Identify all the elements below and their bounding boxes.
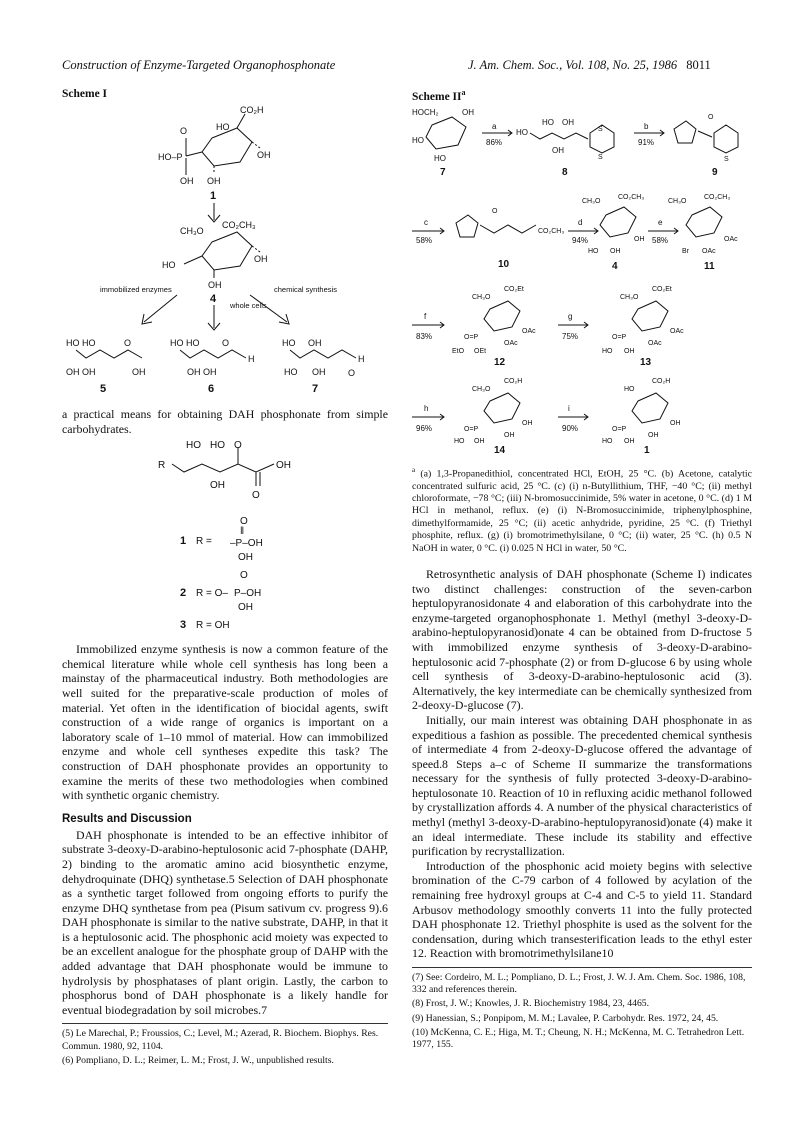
scheme-2-caption: $^a$ (a) 1,3-Propanedithiol, concentrated HCl, EtOH, 25 °C. (b) Acetone, catalytic concentrated sulfuric acid, 25 °C. (c) (i) n-Butyllithium, THF, −40 °C; (ii) methyl chloroformate, −78 °C; (iii) N-bromosuccinimide, 5% water in acetone, 0 °C. (d) 1 M HCl in methanol, reflux. (e) (i) N-Bromosuccinimide, triphenylphosphine, dimethylformamide, 25 °C; (ii) acetic anhydride, pyridine, 25 °C. (f) Triethyl phosphite, reflux. (g) (i) bromotrimethylsilane, 0 °C; (ii) water, 25 °C. (h) 0.5 N NaOH in water, 0 °C. (i) 0.025 N HCl in water, 50 °C. xyxy=(412,465,752,554)
svg-text:1: 1 xyxy=(180,535,187,548)
left-body-paragraph: Immobilized enzyme synthesis is now a common feature of the chemical literature while whole cell synthesis has long been a mainstay of the pharmaceutical industry. Both methodologies are well suited for the preparative-scale production of moles of material. Yet often in the identification of biocidal agents, swift construction of a wide range of organics is important on a laboratory scale of 1–10 mmol of material. How can immobilized enzyme and whole cell syntheses expedite this task? The construction of DAH phosphonate provides an opportunity to examine the merits of these two methodologies when combined with synthetic organic chemistry. xyxy=(62,642,388,803)
svg-text:HO: HO xyxy=(602,347,613,355)
general-structure xyxy=(158,440,291,501)
svg-text:HO: HO xyxy=(602,437,613,445)
svg-text:OH: OH xyxy=(624,347,635,355)
svg-text:2: 2 xyxy=(180,587,187,600)
svg-text:96%: 96% xyxy=(416,423,433,433)
svg-text:O=P: O=P xyxy=(612,425,627,433)
svg-text:‖: ‖ xyxy=(240,526,245,538)
general-structure-figure xyxy=(62,436,388,631)
svg-text:O: O xyxy=(234,440,242,452)
svg-text:OH: OH xyxy=(474,437,485,445)
svg-text:58%: 58% xyxy=(652,235,669,245)
svg-text:i: i xyxy=(568,403,570,413)
arrow-d xyxy=(568,218,598,245)
running-title: Construction of Enzyme-Targeted Organophosphonate xyxy=(62,58,336,72)
svg-text:OH OH: OH OH xyxy=(187,367,217,377)
svg-text:CO₂CH₃: CO₂CH₃ xyxy=(618,193,645,201)
svg-text:HO: HO xyxy=(162,260,176,270)
definition-2 xyxy=(180,570,261,613)
svg-text:h: h xyxy=(424,403,429,413)
svg-text:CH₃O: CH₃O xyxy=(668,197,687,205)
svg-text:OH OH: OH OH xyxy=(66,367,96,377)
svg-text:CO₂CH₃: CO₂CH₃ xyxy=(222,220,256,230)
compound-1-final xyxy=(602,378,681,453)
svg-text:HO: HO xyxy=(454,437,465,445)
svg-text:R = O–: R = O– xyxy=(196,588,228,600)
svg-text:OAc: OAc xyxy=(724,235,738,243)
svg-text:HO: HO xyxy=(516,127,528,137)
arrow-c xyxy=(412,218,444,245)
svg-text:HO: HO xyxy=(282,338,296,348)
svg-text:8: 8 xyxy=(562,166,568,178)
svg-text:CO₂Et: CO₂Et xyxy=(504,285,524,293)
svg-text:12: 12 xyxy=(494,356,506,368)
label-chemical-synthesis: chemical synthesis xyxy=(274,285,337,294)
svg-text:9: 9 xyxy=(712,166,718,178)
svg-text:HO: HO xyxy=(216,122,230,132)
right-paragraph-2: Initially, our main interest was obtaining DAH phosphonate in as expeditious a fashion as possible. The precedented chemical synthesis of intermediate 4 from 2-deoxy-D-glucose offered the advantage of speed.8 Steps a–c of Scheme II summarize the transformations necessary for the synthesis of fully protected 3-deoxy-D-arabino-heptulosonate 10. Reaction of 10 in refluxing acidic methanol followed by crystallization affords 4. A number of the physical characteristics of methyl (methyl 3-deoxy-D-arabino-heptulopyranosid)onate (4) make it an ideal intermediate. These include its stability and effective purification by recrystallization. xyxy=(412,712,752,859)
svg-text:O: O xyxy=(252,490,260,502)
svg-text:OH: OH xyxy=(180,176,194,186)
right-footnotes xyxy=(412,972,752,1051)
compound-10-structure xyxy=(456,208,564,270)
svg-text:1: 1 xyxy=(644,444,650,453)
right-paragraph-1: Retrosynthetic analysis of DAH phosphonate (Scheme I) indicates two distinct challenges: construction of the seven-carbon heptulopyranosidonate 4 and elaboration of this carbohydrate into the enzyme-targeted organophosphonate 1. Methyl (methyl 3-deoxy-D-arabino-heptulopyranosid)onate 4 can be obtained from D-fructose 5 with immobilized enzyme synthesis of 3-deoxy-D-arabino-heptulosonic acid 7-phosphate (2) or from D-glucose 6 by using whole cell synthesis of 3-deoxy-D-arabino-heptulosonic acid (3). Alternatively, the key intermediate can be chemically synthesized from 2-deoxy-D-glucose (7). xyxy=(412,566,752,713)
compound-5-structure xyxy=(66,338,146,395)
scheme-1-title: Scheme I xyxy=(62,88,108,100)
svg-text:OH: OH xyxy=(208,280,222,290)
svg-text:HO: HO xyxy=(412,135,424,145)
compound-7-ring xyxy=(412,108,474,178)
svg-text:58%: 58% xyxy=(416,235,433,245)
svg-text:OH: OH xyxy=(132,367,146,377)
svg-text:S: S xyxy=(724,155,729,163)
svg-text:OH: OH xyxy=(610,247,621,255)
svg-text:O=P: O=P xyxy=(612,333,627,341)
compound-11-structure xyxy=(668,194,738,272)
arrow-b xyxy=(634,122,664,147)
arrow-h xyxy=(412,404,444,433)
journal-name: J. Am. Chem. Soc., Vol. 108, No. 25, 1986 xyxy=(468,58,678,72)
svg-text:OH: OH xyxy=(670,419,681,427)
arrow-a xyxy=(482,122,512,147)
svg-text:S: S xyxy=(598,153,603,161)
compound-12-structure xyxy=(452,286,536,368)
svg-text:O=P: O=P xyxy=(464,333,479,341)
svg-text:CO₂H: CO₂H xyxy=(652,377,671,385)
footnote-6: (6) Pompliano, D. L.; Reimer, L. M.; Frost, J. W., unpublished results. xyxy=(62,1054,334,1066)
compound-7-structure xyxy=(282,338,365,395)
svg-text:OH: OH xyxy=(257,150,271,160)
svg-text:f: f xyxy=(424,311,427,321)
page-number: 8011 xyxy=(686,58,711,72)
svg-text:OH: OH xyxy=(276,460,291,472)
svg-text:OH: OH xyxy=(522,419,533,427)
svg-text:HO: HO xyxy=(210,440,225,452)
svg-text:OAc: OAc xyxy=(504,339,518,347)
svg-text:HO: HO xyxy=(284,367,298,377)
svg-text:94%: 94% xyxy=(572,235,589,245)
svg-text:H: H xyxy=(248,354,255,364)
footnote-8: (8) Frost, J. W.; Knowles, J. R. Biochemistry 1984, 23, 4465. xyxy=(412,998,650,1010)
svg-text:CO₂CH₃: CO₂CH₃ xyxy=(538,227,565,235)
svg-text:EtO: EtO xyxy=(452,347,465,355)
svg-text:OH: OH xyxy=(238,552,253,564)
svg-text:–P–OH: –P–OH xyxy=(230,538,263,550)
right-column xyxy=(412,88,752,1053)
svg-text:OH: OH xyxy=(562,117,574,127)
svg-text:R =: R = xyxy=(196,536,212,548)
left-footnotes xyxy=(62,1028,388,1067)
svg-text:7: 7 xyxy=(440,166,446,178)
compound-13-structure xyxy=(602,286,684,368)
svg-text:HO: HO xyxy=(434,153,446,163)
compound-6-structure xyxy=(170,338,255,395)
svg-text:O: O xyxy=(240,516,248,528)
section-heading: Results and Discussion xyxy=(62,812,192,825)
svg-text:86%: 86% xyxy=(486,137,503,147)
svg-text:O: O xyxy=(708,113,714,121)
arrow-i xyxy=(558,404,588,433)
svg-text:CH₃O: CH₃O xyxy=(620,293,639,301)
svg-text:OAc: OAc xyxy=(670,327,684,335)
svg-text:CO₂CH₃: CO₂CH₃ xyxy=(704,193,731,201)
svg-text:OH: OH xyxy=(624,437,635,445)
compound-7-label: 7 xyxy=(312,383,319,395)
svg-text:OH: OH xyxy=(552,145,564,155)
svg-text:11: 11 xyxy=(704,260,715,272)
scheme-2-title: Scheme $II^a$ xyxy=(412,88,466,103)
compound-8-structure xyxy=(516,118,614,178)
definition-3 xyxy=(180,619,230,631)
svg-text:OAc: OAc xyxy=(522,327,536,335)
svg-text:O: O xyxy=(222,338,230,348)
svg-text:CH₃O: CH₃O xyxy=(472,385,491,393)
compound-9-structure xyxy=(674,114,738,178)
arrow-g xyxy=(558,312,588,341)
svg-text:OH: OH xyxy=(238,602,253,614)
svg-text:13: 13 xyxy=(640,356,652,368)
svg-text:OAc: OAc xyxy=(702,247,716,255)
svg-text:OH: OH xyxy=(648,431,659,439)
svg-text:OH: OH xyxy=(312,367,326,377)
journal-citation xyxy=(468,58,711,73)
svg-text:R = OH: R = OH xyxy=(196,620,230,632)
svg-text:P–OH: P–OH xyxy=(234,588,262,600)
compound-5-label: 5 xyxy=(100,383,107,395)
compound-14-structure xyxy=(454,378,533,453)
svg-text:O: O xyxy=(180,126,188,136)
svg-text:OH: OH xyxy=(210,480,225,492)
svg-text:HO: HO xyxy=(186,440,201,452)
svg-text:O: O xyxy=(492,207,498,215)
svg-text:O: O xyxy=(124,338,132,348)
footnote-9: (9) Hanessian, S.; Ponpipom, M. M.; Lavalee, P. Carbohydr. Res. 1972, 24, 45. xyxy=(412,1012,719,1024)
svg-text:d: d xyxy=(578,217,583,227)
arrow-e xyxy=(648,218,678,245)
svg-text:HO: HO xyxy=(542,117,554,127)
svg-text:HO: HO xyxy=(624,385,635,393)
svg-text:91%: 91% xyxy=(638,137,655,147)
svg-text:OH: OH xyxy=(634,235,645,243)
label-whole-cells: whole cells xyxy=(230,301,267,310)
scheme-2-figure xyxy=(412,103,752,453)
definition-1 xyxy=(180,516,263,563)
svg-text:OH: OH xyxy=(254,254,268,264)
svg-text:H: H xyxy=(358,354,365,364)
svg-text:g: g xyxy=(568,311,573,321)
svg-text:CO₂H: CO₂H xyxy=(240,105,264,115)
svg-text:OAc: OAc xyxy=(648,339,662,347)
left-footnote-rule xyxy=(62,1023,388,1024)
compound-1-structure xyxy=(158,105,271,202)
svg-text:HO HO: HO HO xyxy=(170,338,200,348)
svg-text:O=P: O=P xyxy=(464,425,479,433)
results-paragraph: DAH phosphonate is intended to be an effective inhibitor of substrate 3-deoxy-D-arabino-heptulosonic acid 7-phosphate (DAHP, 2) binding to the aromatic amino acid biosynthetic enzyme, dehydroquinate (DHQ) synthetase.5 Selection of DAH phosphonate as a synthetic target followed from ongoing efforts to purify the enzyme DHQ synthetase from pea (Pisum sativum cv. progress 9).6 DAH phosphonate is similar to the native substrate, DAHP, in that it is a heptulosonic acid. The phosphonic acid moiety was expected to be an excellent analogue for the phosphate group of DAHP with the added advantage that DAH phosphonate would be immune to hydrolysis by phosphatases of plant origin. Lastly, the carbon to phosphorus bond of DAH phosphonate is a likely handle for eventual biodegradation by soil microbes.7 xyxy=(62,827,388,1017)
svg-text:HO HO: HO HO xyxy=(66,338,96,348)
right-paragraph-3: Introduction of the phosphonic acid moiety begins with selective bromination of the C-79 carbon of 4 followed by acylation of the remaining free hydroxyl groups at C-4 and C-5 to yield 11. Standard Arbusov methodology smoothly converts 11 into the fully protected DAH phosphonate 12. Triethyl phosphite is used as the solvent for the condensation, during which transesterification leads to the ethyl ester 12. Reaction with bromotrimethylsilane10 xyxy=(412,858,752,961)
svg-text:CH₃O: CH₃O xyxy=(180,226,204,236)
svg-text:O: O xyxy=(240,570,248,582)
svg-text:OEt: OEt xyxy=(474,347,487,355)
svg-text:OH: OH xyxy=(308,338,322,348)
svg-text:CH₃O: CH₃O xyxy=(472,293,491,301)
svg-text:HO: HO xyxy=(588,247,599,255)
svg-text:R: R xyxy=(158,460,166,472)
footnote-7: (7) See: Cordeiro, M. L.; Pompliano, D. L.; Frost, J. W. J. Am. Chem. Soc. 1986, 108, 332 and references therein. xyxy=(412,972,746,996)
svg-text:a: a xyxy=(492,121,497,131)
compound-4-label: 4 xyxy=(210,293,217,305)
svg-text:e: e xyxy=(658,217,663,227)
label-immobilized-enzymes: immobilized enzymes xyxy=(100,285,172,294)
svg-text:3: 3 xyxy=(180,619,187,632)
svg-text:O: O xyxy=(348,368,356,378)
right-footnote-rule xyxy=(412,967,752,968)
svg-text:OH: OH xyxy=(207,176,221,186)
svg-text:OH: OH xyxy=(504,431,515,439)
svg-text:S: S xyxy=(598,125,603,133)
compound-4-structure xyxy=(162,220,268,305)
svg-text:CO₂Et: CO₂Et xyxy=(652,285,672,293)
scheme-1-figure xyxy=(62,100,388,400)
footnote-10: (10) McKenna, C. E.; Higa, M. T.; Cheung, N. H.; McKenna, M. C. Tetrahedron Lett. 1977, 155. xyxy=(412,1026,745,1051)
svg-text:75%: 75% xyxy=(562,331,579,341)
svg-text:10: 10 xyxy=(498,258,510,270)
svg-text:CO₂H: CO₂H xyxy=(504,377,523,385)
compound-4-scheme2 xyxy=(582,194,645,272)
left-column xyxy=(62,88,388,1069)
svg-text:4: 4 xyxy=(612,260,618,272)
compound-1-label: 1 xyxy=(210,190,217,202)
svg-text:HOCH₂: HOCH₂ xyxy=(412,107,439,117)
svg-text:c: c xyxy=(424,217,428,227)
svg-text:83%: 83% xyxy=(416,331,433,341)
svg-text:14: 14 xyxy=(494,444,506,453)
arrow-f xyxy=(412,312,444,341)
svg-text:Br: Br xyxy=(682,247,689,255)
svg-text:b: b xyxy=(644,121,649,131)
svg-text:CH₃O: CH₃O xyxy=(582,197,601,205)
svg-text:HO–P: HO–P xyxy=(158,152,183,162)
intro-text: a practical means for obtaining DAH phosphonate from simple carbohydrates. xyxy=(62,407,388,436)
compound-6-label: 6 xyxy=(208,383,215,395)
svg-text:OH: OH xyxy=(462,107,474,117)
footnote-5: (5) Le Marechal, P.; Froussios, C.; Level, M.; Azerad, R. Biochem. Biophys. Res. Commun. 1980, 92, 1104. xyxy=(62,1028,379,1052)
svg-text:90%: 90% xyxy=(562,423,579,433)
